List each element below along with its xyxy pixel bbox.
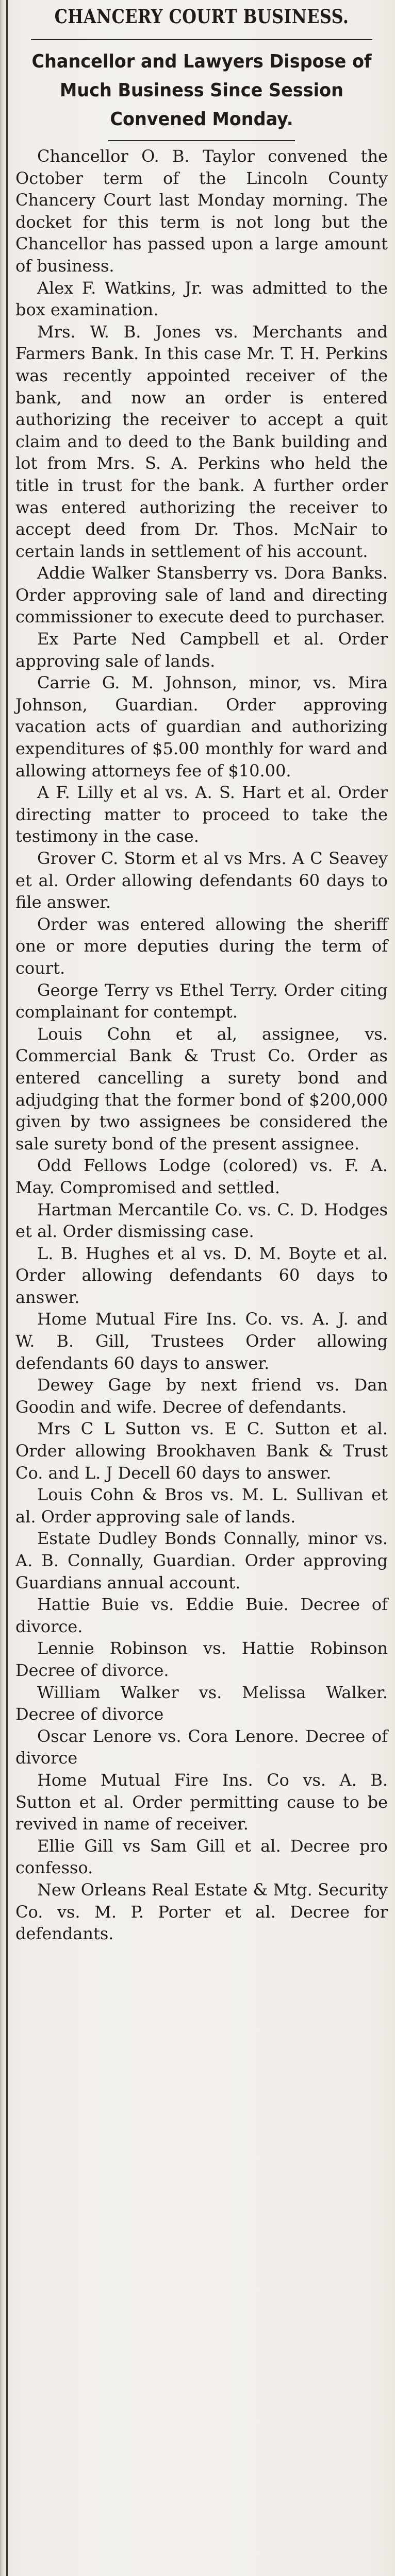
paragraph: Estate Dudley Bonds Connally, minor vs. A. B. Connally, Guardian. Order approving Guardians annual account.	[15, 1529, 388, 1592]
page-edge-shadow	[0, 0, 5, 2576]
article-body	[15, 145, 388, 1945]
paragraph: Order was entered allowing the sheriff one or more deputies during the term of court.	[15, 914, 388, 978]
deck-line: Convened Monday.	[110, 109, 293, 130]
paragraph: A F. Lilly et al vs. A. S. Hart et al. Order directing matter to proceed to take the testimony in the case.	[15, 783, 388, 846]
paragraph: L. B. Hughes et al vs. D. M. Boyte et al. Order allowing defendants 60 days to answer.	[15, 1243, 388, 1307]
paragraph: William Walker vs. Melissa Walker. Decree of divorce	[15, 1682, 388, 1724]
paragraph: Grover C. Storm et al vs Mrs. A C Seavey et al. Order allowing defendants 60 days to file answer.	[15, 849, 388, 912]
paragraph: Alex F. Watkins, Jr. was admitted to the box examination.	[15, 278, 388, 320]
paragraph: Odd Fellows Lodge (colored) vs. F. A. May. Compromised and settled.	[15, 1156, 388, 1197]
paragraph: Ex Parte Ned Campbell et al. Order approving sale of lands.	[15, 629, 388, 671]
deck-line: Chancellor and Lawyers Dispose of	[31, 51, 372, 72]
paragraph: Chancellor O. B. Taylor convened the October term of the Lincoln County Chancery Court last Monday morning. The docket for this term is not long but the Chancellor has passed upon a large amount of business.	[15, 146, 388, 276]
paragraph: Addie Walker Stansberry vs. Dora Banks. Order approving sale of land and directing commissioner to execute deed to purchaser.	[15, 563, 388, 627]
paragraph: Lennie Robinson vs. Hattie Robinson Decree of divorce.	[15, 1638, 388, 1680]
paragraph: Hattie Buie vs. Eddie Buie. Decree of divorce.	[15, 1595, 388, 1636]
paragraph: Mrs C L Sutton vs. E C. Sutton et al. Order allowing Brookhaven Bank & Trust Co. and L. J Decell 60 days to answer.	[15, 1419, 388, 1483]
paragraph: Home Mutual Fire Ins. Co vs. A. B. Sutton et al. Order permitting cause to be revived in name of receiver.	[15, 1770, 388, 1834]
paragraph: George Terry vs Ethel Terry. Order citing complainant for contempt.	[15, 980, 388, 1022]
headline-rule	[31, 39, 372, 40]
column-rule	[6, 0, 8, 2576]
deck-line: Much Business Since Session	[60, 80, 343, 101]
deck-rule	[108, 140, 295, 141]
paragraph: Oscar Lenore vs. Cora Lenore. Decree of divorce	[15, 1726, 388, 1768]
paragraph: Carrie G. M. Johnson, minor, vs. Mira Johnson, Guardian. Order approving vacation acts of guardian and authorizing expenditures of $5.00 monthly for ward and allowing attorneys fee of $10.00.	[15, 673, 388, 781]
article-column	[15, 0, 388, 1945]
paragraph: Ellie Gill vs Sam Gill et al. Decree pro confesso.	[15, 1836, 388, 1878]
paragraph: New Orleans Real Estate & Mtg. Security Co. vs. M. P. Porter et al. Decree for defendants.	[15, 1879, 388, 1944]
paragraph: Hartman Mercantile Co. vs. C. D. Hodges et al. Order dismissing case.	[15, 1199, 388, 1242]
headline: CHANCERY COURT BUSINESS.	[54, 5, 349, 28]
paragraph: Mrs. W. B. Jones vs. Merchants and Farmers Bank. In this case Mr. T. H. Perkins was recently appointed receiver of the bank, and now an order is entered authorizing the receiver to accept a quit claim and to deed to the Bank building and lot from Mrs. S. A. Perkins who held the title in trust for the bank. A further order was entered authorizing the receiver to accept deed from Dr. Thos. McNair to certain lands in settlement of his account.	[15, 321, 388, 561]
paragraph: Home Mutual Fire Ins. Co. vs. A. J. and W. B. Gill, Trustees Order allowing defendants 60 days to answer.	[15, 1309, 388, 1373]
paragraph: Louis Cohn et al, assignee, vs. Commercial Bank & Trust Co. Order as entered cancelling a surety bond and adjudging that the former bond of $200,000 given by two assignees be considered the sale surety bond of the present assignee.	[15, 1024, 388, 1154]
paragraph: Louis Cohn & Bros vs. M. L. Sullivan et al. Order approving sale of lands.	[15, 1485, 388, 1527]
deck	[15, 47, 388, 134]
paragraph: Dewey Gage by next friend vs. Dan Goodin and wife. Decree of defendants.	[15, 1375, 388, 1417]
